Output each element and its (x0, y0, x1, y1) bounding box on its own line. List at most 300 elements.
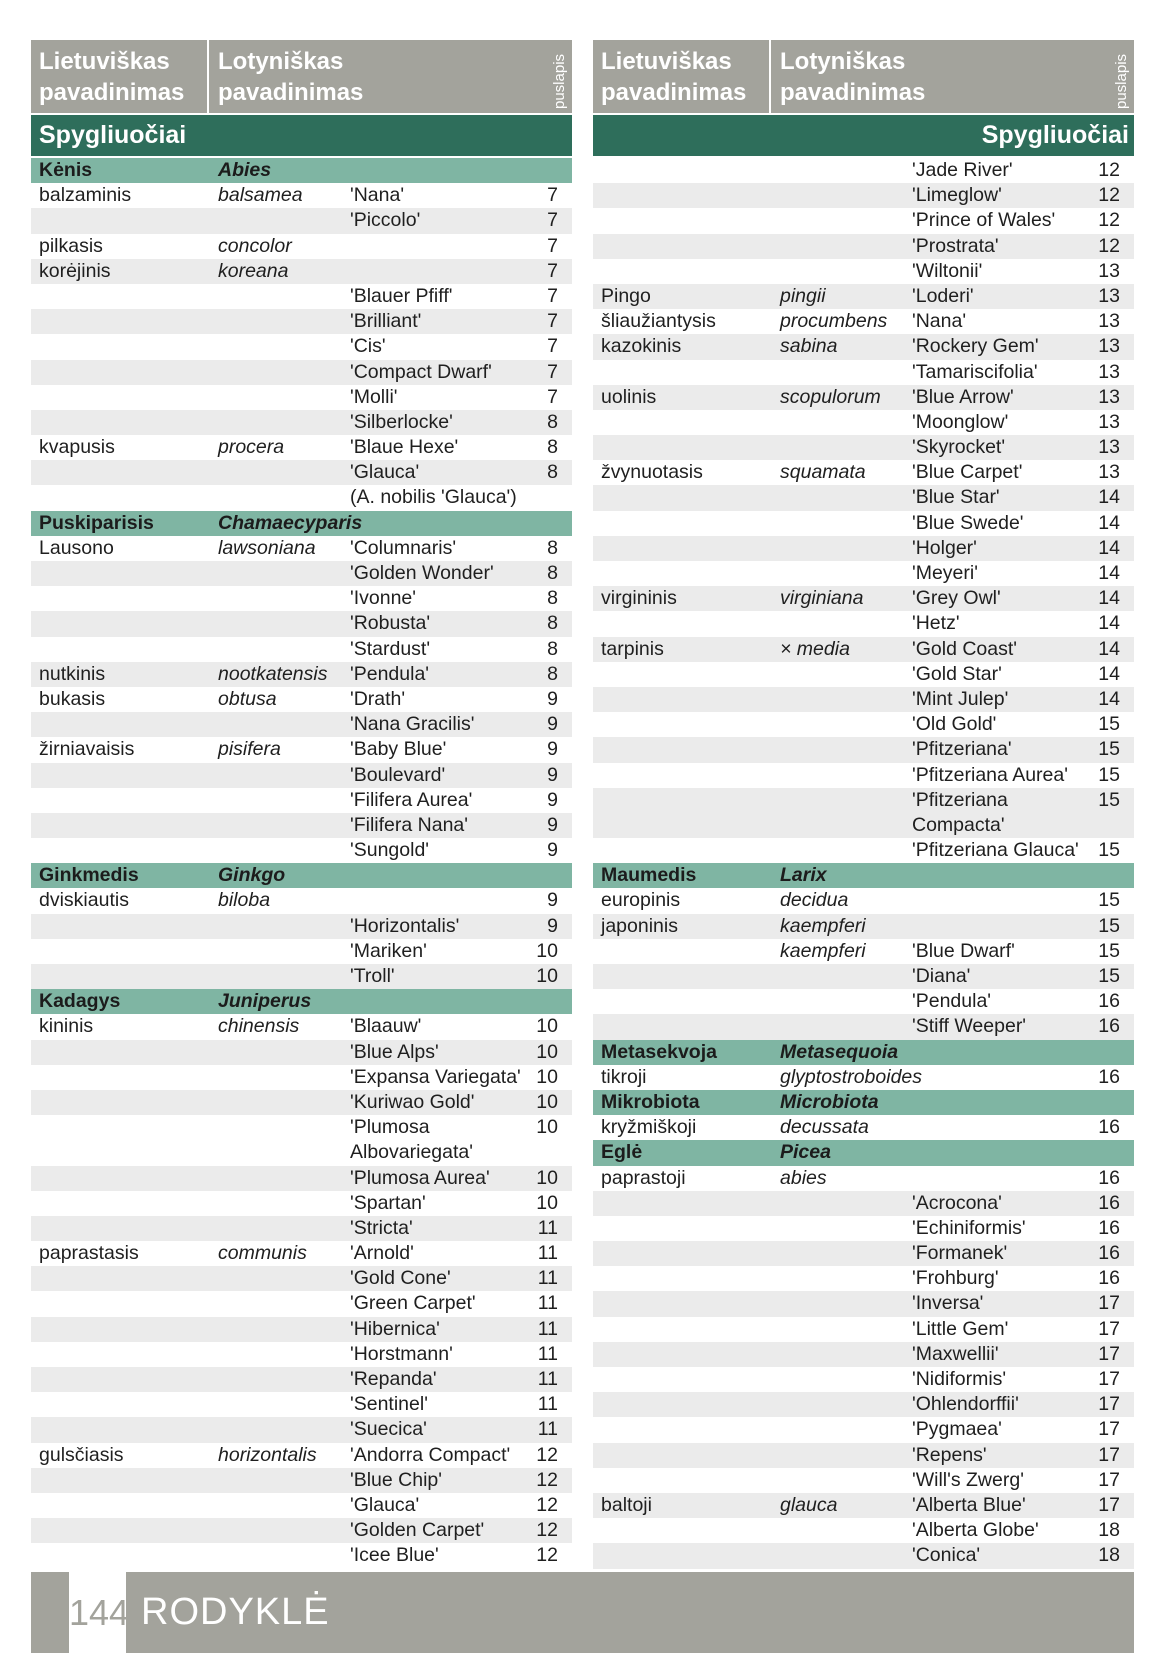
table-row (593, 1342, 1134, 1367)
header-latin-name: Lotyniškas pavadinimas (780, 48, 926, 106)
table-row (593, 158, 1134, 183)
table-row (593, 1065, 1134, 1090)
genus-row (31, 863, 572, 888)
page-number: 11 (537, 1267, 558, 1290)
page-number: 10 (536, 1015, 558, 1038)
page-number: 9 (547, 914, 558, 937)
page-number: 12 (536, 1493, 558, 1516)
table-row (593, 435, 1134, 460)
page-number: 12 (536, 1519, 558, 1542)
cultivar: 'Expansa Variegata' (350, 1065, 521, 1088)
page-number: 11 (537, 1317, 558, 1340)
latin-name: glyptostroboides (780, 1065, 923, 1088)
page-number: 13 (1098, 335, 1120, 358)
table-row (31, 1367, 572, 1392)
page-number: 17 (1098, 1342, 1120, 1365)
page-number: 8 (547, 436, 558, 459)
cultivar: 'Blue Chip' (350, 1468, 442, 1491)
table-row (31, 637, 572, 662)
page-number: 8 (547, 587, 558, 610)
cultivar: 'Mariken' (350, 939, 427, 962)
lithuanian-name: Metasekvoja (601, 1040, 717, 1063)
page-number: 10 (536, 1090, 558, 1113)
page-number: 18 (1098, 1544, 1120, 1567)
page-number: 12 (1098, 209, 1120, 232)
table-row (31, 813, 572, 838)
table-row (593, 611, 1134, 636)
left-column (31, 40, 572, 1569)
table-body (31, 158, 572, 1569)
lithuanian-name: kininis (39, 1015, 94, 1038)
page-number: 17 (1098, 1493, 1120, 1516)
latin-name: communis (218, 1242, 307, 1265)
page-number: 8 (547, 562, 558, 584)
cultivar: 'Loderi' (912, 284, 974, 307)
page-number: 15 (1098, 763, 1120, 786)
latin-name: decussata (780, 1116, 869, 1139)
latin-name: squamata (780, 461, 866, 484)
page-number: 16 (1098, 1116, 1120, 1139)
table-row (593, 662, 1134, 687)
cultivar: 'Grey Owl' (912, 587, 1001, 610)
table-row (31, 712, 572, 737)
cultivar: 'Alberta Globe' (912, 1519, 1039, 1542)
table-row (31, 1291, 572, 1316)
latin-name: Microbiota (780, 1090, 879, 1113)
lithuanian-name: žvynuotasis (601, 461, 703, 484)
header-latin-name: Lotyniškas pavadinimas (218, 48, 364, 106)
page-number: 10 (536, 1040, 558, 1063)
genus-row (31, 511, 572, 536)
latin-name: Picea (780, 1141, 831, 1164)
header-lithuanian-name: Lietuviškas pavadinimas (601, 48, 747, 106)
page-number: 15 (1098, 965, 1120, 988)
table-row (593, 485, 1134, 510)
lithuanian-name: Pingo (601, 284, 651, 307)
page-number: 12 (1098, 159, 1120, 181)
lithuanian-name: bukasis (39, 687, 106, 710)
table-row (31, 259, 572, 284)
page-number: 14 (1098, 612, 1120, 635)
cultivar: 'Ivonne' (350, 587, 416, 610)
table-row (593, 536, 1134, 561)
table-row (31, 939, 572, 964)
page-number: 10 (536, 965, 558, 987)
page-number: 16 (1098, 1216, 1120, 1239)
table-row (31, 1342, 572, 1367)
page-number: 17 (1098, 1468, 1120, 1491)
table-row (593, 460, 1134, 485)
lithuanian-name: europinis (601, 889, 681, 912)
table-row (31, 485, 572, 510)
table-row (31, 1317, 572, 1342)
cultivar: 'Baby Blue' (350, 738, 447, 761)
lithuanian-name: Eglė (601, 1141, 643, 1164)
table-row (31, 284, 572, 309)
table-row (593, 1115, 1134, 1140)
cultivar: 'Limeglow' (912, 184, 1002, 207)
table-row (31, 460, 572, 485)
table-row (593, 208, 1134, 233)
cultivar: 'Nana' (912, 310, 967, 333)
table-row (31, 838, 572, 863)
page-number: 8 (547, 662, 558, 685)
table-row (31, 1090, 572, 1115)
page-number: 7 (547, 259, 558, 282)
lithuanian-name: nutkinis (39, 662, 106, 685)
table-row (593, 385, 1134, 410)
lithuanian-name: Puskiparisis (39, 511, 154, 534)
cultivar: 'Blaauw' (350, 1015, 422, 1038)
table-row (31, 1040, 572, 1065)
cultivar: 'Nana Gracilis' (350, 713, 475, 736)
page-number: 11 (537, 1342, 558, 1365)
table-row (31, 360, 572, 385)
page-number: 14 (1098, 511, 1120, 534)
lithuanian-name: paprastoji (601, 1166, 686, 1189)
latin-name: kaempferi (780, 939, 866, 962)
cultivar: 'Pfitzeriana Glauca' (912, 839, 1079, 862)
table-row (31, 1115, 572, 1165)
table-row (593, 1191, 1134, 1216)
page-number: 17 (1098, 1292, 1120, 1315)
table-row (593, 939, 1134, 964)
cultivar: 'Repens' (912, 1443, 987, 1466)
page-number: 13 (1098, 360, 1120, 383)
page-footer (31, 1572, 1134, 1653)
page-number: 12 (1098, 234, 1120, 257)
lithuanian-name: paprastasis (39, 1242, 139, 1265)
cultivar: 'Blue Carpet' (912, 461, 1023, 484)
page-number: 14 (1098, 587, 1120, 610)
page-number: 7 (547, 209, 558, 232)
cultivar: 'Blaue Hexe' (350, 436, 459, 459)
page-number: 16 (1098, 1015, 1120, 1038)
table-row (593, 687, 1134, 712)
page-number: 11 (537, 1418, 558, 1441)
table-row (31, 234, 572, 259)
page-number: 11 (537, 1242, 558, 1265)
table-row (593, 1543, 1134, 1568)
table-row (31, 1518, 572, 1543)
header-lithuanian-name: Lietuviškas pavadinimas (39, 48, 185, 106)
latin-name: sabina (780, 335, 838, 358)
table-row (31, 687, 572, 712)
cultivar: 'Silberlocke' (350, 410, 453, 433)
cultivar: 'Pygmaea' (912, 1418, 1002, 1441)
table-row (593, 964, 1134, 989)
page-number: 12 (536, 1468, 558, 1491)
table-row (593, 1518, 1134, 1543)
table-row (593, 637, 1134, 662)
cultivar: 'Boulevard' (350, 763, 446, 786)
cultivar: 'Moonglow' (912, 410, 1009, 433)
latin-name: Ginkgo (218, 864, 286, 887)
page-number: 17 (1098, 1418, 1120, 1441)
table-row (31, 1014, 572, 1039)
lithuanian-name: kryžmiškoji (601, 1116, 697, 1139)
header-divider (207, 40, 209, 113)
table-row (593, 737, 1134, 762)
cultivar: 'Old Gold' (912, 713, 997, 736)
page-number: 10 (536, 1065, 558, 1088)
page-number: 14 (1098, 562, 1120, 584)
page-number: 9 (547, 763, 558, 786)
cultivar: 'Troll' (350, 965, 395, 987)
cultivar: 'Robusta' (350, 612, 431, 635)
cultivar: 'Piccolo' (350, 209, 421, 232)
cultivar: 'Pfitzeriana Compacta' (912, 788, 1008, 836)
page-number: 17 (1098, 1443, 1120, 1466)
table-row (593, 788, 1134, 838)
lithuanian-name: uolinis (601, 385, 657, 408)
table-row (31, 435, 572, 460)
latin-name: × media (780, 637, 850, 660)
lithuanian-name: dviskiautis (39, 889, 129, 912)
latin-name: Chamaecyparis (218, 511, 363, 534)
table-row (593, 410, 1134, 435)
cultivar: 'Pfitzeriana Aurea' (912, 763, 1068, 786)
table-row (31, 1241, 572, 1266)
cultivar: 'Inversa' (912, 1292, 984, 1315)
table-row (593, 1417, 1134, 1442)
cultivar: 'Golden Wonder' (350, 562, 494, 584)
latin-name: Larix (780, 864, 827, 887)
cultivar: 'Gold Star' (912, 662, 1002, 685)
page-number: 14 (1098, 486, 1120, 509)
cultivar: 'Glauca' (350, 461, 420, 484)
table-row (593, 712, 1134, 737)
lithuanian-name: korėjinis (39, 259, 111, 282)
page-number: 16 (1098, 1191, 1120, 1214)
table-row (31, 586, 572, 611)
table-row (593, 1443, 1134, 1468)
table-row (31, 334, 572, 359)
cultivar: 'Stardust' (350, 637, 431, 660)
cultivar: 'Blue Swede' (912, 511, 1024, 534)
cultivar: 'Rockery Gem' (912, 335, 1039, 358)
latin-name: concolor (218, 234, 292, 257)
cultivar: (A. nobilis 'Glauca') (350, 486, 517, 509)
page-number: 17 (1098, 1368, 1120, 1391)
table-row (31, 208, 572, 233)
table-row (31, 410, 572, 435)
page-number: 7 (547, 234, 558, 257)
page-number: 7 (547, 310, 558, 333)
latin-name: chinensis (218, 1015, 300, 1038)
page-number: 8 (547, 461, 558, 484)
table-row (593, 259, 1134, 284)
table-row (593, 1266, 1134, 1291)
cultivar: 'Suecica' (350, 1418, 427, 1441)
cultivar: 'Nana' (350, 184, 405, 207)
page-number: 9 (547, 889, 558, 912)
latin-name: pingii (780, 284, 826, 307)
lithuanian-name: virgininis (601, 587, 677, 610)
page-number: 13 (1098, 259, 1120, 282)
genus-row (31, 158, 572, 183)
page-number: 15 (1098, 788, 1120, 811)
page-number: 10 (536, 1166, 558, 1189)
page-number: 13 (1098, 284, 1120, 307)
cultivar: 'Gold Cone' (350, 1267, 451, 1290)
lithuanian-name: kazokinis (601, 335, 682, 358)
latin-name: glauca (780, 1493, 838, 1516)
page-number: 15 (1098, 713, 1120, 736)
page-number: 13 (1098, 310, 1120, 333)
table-row (31, 914, 572, 939)
cultivar: 'Mint Julep' (912, 687, 1009, 710)
cultivar: 'Blue Alps' (350, 1040, 439, 1063)
page-number: 7 (547, 385, 558, 408)
page-number: 9 (547, 813, 558, 836)
cultivar: 'Blue Arrow' (912, 385, 1014, 408)
table-row (593, 1291, 1134, 1316)
page-number: 15 (1098, 939, 1120, 962)
lithuanian-name: tikroji (601, 1065, 647, 1088)
table-row (31, 1468, 572, 1493)
page-number: 16 (1098, 1242, 1120, 1265)
right-column (593, 40, 1134, 1569)
latin-name: Abies (218, 159, 272, 181)
cultivar: 'Filifera Aurea' (350, 788, 473, 811)
page-number: 8 (547, 637, 558, 660)
page-number: 11 (537, 1393, 558, 1416)
table-row (593, 1216, 1134, 1241)
table-row (593, 309, 1134, 334)
cultivar: 'Glauca' (350, 1493, 420, 1516)
page-number: 9 (547, 738, 558, 761)
table-row (593, 360, 1134, 385)
lithuanian-name: šliaužiantysis (601, 310, 716, 333)
page-number: 14 (1098, 536, 1120, 559)
page-number: 18 (1098, 1519, 1120, 1542)
cultivar: 'Wiltonii' (912, 259, 983, 282)
cultivar: 'Meyeri' (912, 562, 978, 584)
page-number: 12 (536, 1443, 558, 1466)
page-number: 8 (547, 612, 558, 635)
table-row (31, 1543, 572, 1568)
cultivar: 'Jade River' (912, 159, 1013, 181)
table-row (31, 1443, 572, 1468)
lithuanian-name: kvapusis (39, 436, 115, 459)
latin-name: scopulorum (780, 385, 881, 408)
cultivar: 'Blauer Pfiff' (350, 284, 453, 307)
page-number: 16 (1098, 1166, 1120, 1189)
table-row (31, 788, 572, 813)
table-row (593, 284, 1134, 309)
page-number: 9 (547, 839, 558, 862)
cultivar: 'Skyrocket' (912, 436, 1006, 459)
cultivar: 'Pendula' (350, 662, 430, 685)
table-row (593, 989, 1134, 1014)
lithuanian-name: Ginkmedis (39, 864, 139, 887)
latin-name: koreana (218, 259, 289, 282)
table-row (593, 1166, 1134, 1191)
table-row (593, 1317, 1134, 1342)
table-row (31, 964, 572, 989)
cultivar: 'Prince of Wales' (912, 209, 1056, 232)
page-number: 7 (547, 184, 558, 207)
table-row (593, 183, 1134, 208)
lithuanian-name: gulsčiasis (39, 1443, 124, 1466)
table-row (593, 234, 1134, 259)
table-row (31, 611, 572, 636)
cultivar: 'Sungold' (350, 839, 430, 862)
cultivar: 'Prostrata' (912, 234, 999, 257)
cultivar: 'Diana' (912, 965, 971, 988)
cultivar: 'Formanek' (912, 1242, 1008, 1265)
table-row (593, 838, 1134, 863)
page-number: 14 (1098, 687, 1120, 710)
latin-name: Juniperus (218, 990, 312, 1013)
table-row (593, 334, 1134, 359)
latin-name: virginiana (780, 587, 864, 610)
page-number: 16 (1098, 1267, 1120, 1290)
table-row (31, 1166, 572, 1191)
cultivar: 'Drath' (350, 687, 406, 710)
cultivar: 'Columnaris' (350, 536, 457, 559)
table-row (31, 1191, 572, 1216)
cultivar: 'Sentinel' (350, 1393, 428, 1416)
lithuanian-name: Mikrobiota (601, 1090, 700, 1113)
cultivar: 'Will's Zwerg' (912, 1468, 1024, 1491)
page-number: 17 (1098, 1393, 1120, 1416)
cultivar: 'Plumosa Aurea' (350, 1166, 490, 1189)
cultivar: 'Echiniformis' (912, 1216, 1026, 1239)
cultivar: 'Green Carpet' (350, 1292, 476, 1315)
page-number: 17 (1098, 1317, 1120, 1340)
latin-name: obtusa (218, 687, 277, 710)
section-title: Spygliuočiai (31, 115, 572, 156)
table-row (31, 737, 572, 762)
table-row (31, 309, 572, 334)
page-number: 14 (1098, 662, 1120, 685)
cultivar: 'Gold Coast' (912, 637, 1017, 660)
genus-row (593, 1040, 1134, 1065)
page-number: 10 (536, 939, 558, 962)
table-row (31, 763, 572, 788)
table-row (31, 888, 572, 913)
cultivar: 'Holger' (912, 536, 977, 559)
lithuanian-name: tarpinis (601, 637, 664, 660)
cultivar: 'Plumosa Albovariegata' (350, 1116, 473, 1164)
page-number: 7 (547, 360, 558, 383)
page-number: 15 (1098, 889, 1120, 912)
latin-name: nootkatensis (218, 662, 328, 685)
latin-name: Metasequoia (780, 1040, 899, 1063)
cultivar: 'Blue Dwarf' (912, 939, 1015, 962)
cultivar: 'Pfitzeriana' (912, 738, 1012, 761)
lithuanian-name: Lausono (39, 536, 114, 559)
page-number: 13 (1098, 410, 1120, 433)
cultivar: 'Stricta' (350, 1216, 413, 1239)
header-divider (769, 40, 771, 113)
table-row (593, 586, 1134, 611)
page-number: 12 (536, 1544, 558, 1567)
table-row (593, 1392, 1134, 1417)
cultivar: 'Molli' (350, 385, 398, 408)
lithuanian-name: Maumedis (601, 864, 697, 887)
lithuanian-name: Kėnis (39, 159, 93, 181)
page-number: 10 (536, 1116, 558, 1139)
latin-name: kaempferi (780, 914, 866, 937)
table-row (31, 385, 572, 410)
cultivar: 'Hetz' (912, 612, 960, 635)
latin-name: abies (780, 1166, 827, 1189)
page-number: 11 (537, 1368, 558, 1391)
cultivar: 'Spartan' (350, 1191, 426, 1214)
